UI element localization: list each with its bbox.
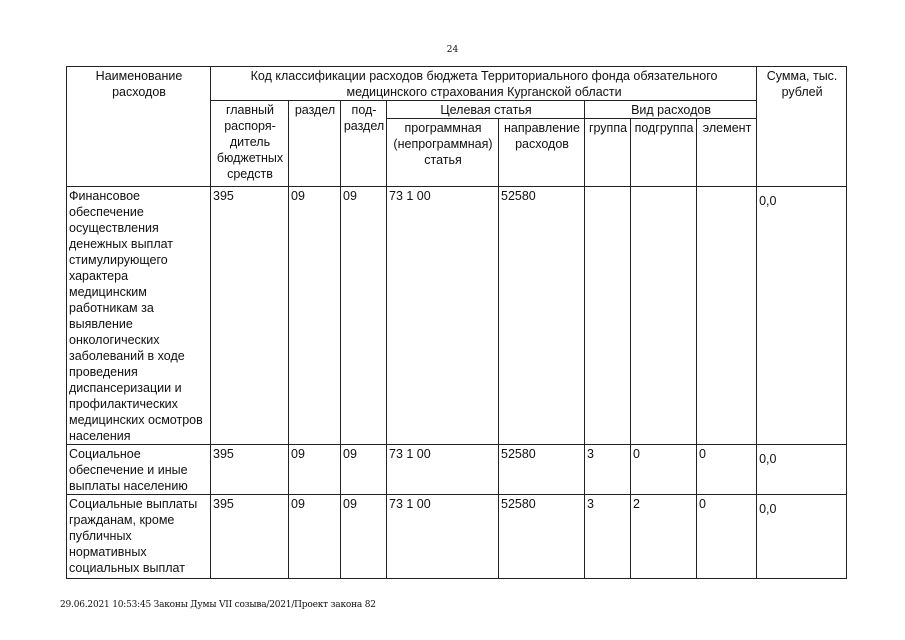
header-subsection: под-раздел bbox=[341, 101, 387, 187]
header-element: элемент bbox=[697, 119, 757, 187]
row-group: 3 bbox=[585, 495, 631, 579]
table-row bbox=[67, 187, 847, 445]
header-subgroup: подгруппа bbox=[631, 119, 697, 187]
row-element bbox=[697, 187, 757, 445]
row-subgroup bbox=[631, 187, 697, 445]
row-sum: 0,0 bbox=[757, 495, 847, 579]
row-group: 3 bbox=[585, 445, 631, 495]
row-subsection: 09 bbox=[341, 187, 387, 445]
row-main-administrator: 395 bbox=[211, 445, 289, 495]
row-element: 0 bbox=[697, 495, 757, 579]
row-subgroup: 0 bbox=[631, 445, 697, 495]
header-expense-name: Наименование расходов bbox=[67, 67, 211, 187]
row-expense-direction: 52580 bbox=[499, 445, 585, 495]
header-group: группа bbox=[585, 119, 631, 187]
row-expense-direction: 52580 bbox=[499, 187, 585, 445]
row-expense-name: Социальное обеспечение и иные выплаты населению bbox=[67, 445, 211, 495]
row-subgroup: 2 bbox=[631, 495, 697, 579]
header-sum: Сумма, тыс. рублей bbox=[757, 67, 847, 187]
header-program-item: программная (непрограммная) статья bbox=[387, 119, 499, 187]
page-number: 24 bbox=[446, 45, 459, 55]
row-section: 09 bbox=[289, 445, 341, 495]
row-group bbox=[585, 187, 631, 445]
row-section: 09 bbox=[289, 495, 341, 579]
header-row-1 bbox=[67, 67, 847, 101]
table-row bbox=[67, 495, 847, 579]
row-subsection: 09 bbox=[341, 495, 387, 579]
row-program-item: 73 1 00 bbox=[387, 445, 499, 495]
budget-classification-table bbox=[66, 66, 847, 579]
header-main-administrator: главный распоря-дитель бюджетных средств bbox=[211, 101, 289, 187]
row-section: 09 bbox=[289, 187, 341, 445]
document-footer: 29.06.2021 10:53:45 Законы Думы VII созыва/2021/Проект закона 82 bbox=[60, 600, 376, 610]
row-expense-name: Социальные выплаты гражданам, кроме публичных нормативных социальных выплат bbox=[67, 495, 211, 579]
header-classification-code: Код классификации расходов бюджета Территориального фонда обязательного медицинского страхования Курганской области bbox=[211, 67, 757, 101]
header-expense-type: Вид расходов bbox=[585, 101, 757, 119]
header-expense-direction: направление расходов bbox=[499, 119, 585, 187]
row-program-item: 73 1 00 bbox=[387, 187, 499, 445]
row-sum: 0,0 bbox=[757, 445, 847, 495]
row-expense-name: Финансовое обеспечение осуществления денежных выплат стимулирующего характера медицинским работникам за выявление онкологических заболеваний в ходе проведения диспансеризации и профилактических медицинских осмотров населения bbox=[67, 187, 211, 445]
table-row bbox=[67, 445, 847, 495]
header-section: раздел bbox=[289, 101, 341, 187]
row-main-administrator: 395 bbox=[211, 495, 289, 579]
row-main-administrator: 395 bbox=[211, 187, 289, 445]
row-element: 0 bbox=[697, 445, 757, 495]
row-program-item: 73 1 00 bbox=[387, 495, 499, 579]
row-subsection: 09 bbox=[341, 445, 387, 495]
header-target-item: Целевая статья bbox=[387, 101, 585, 119]
row-sum: 0,0 bbox=[757, 187, 847, 445]
row-expense-direction: 52580 bbox=[499, 495, 585, 579]
